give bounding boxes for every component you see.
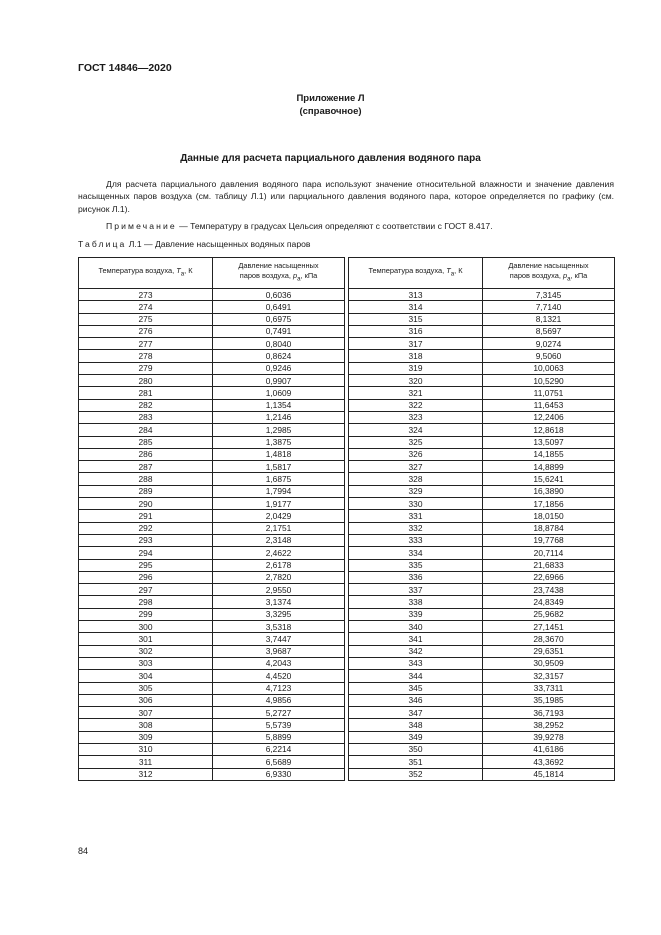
pressure-cell: 32,3157 [483,670,615,682]
temperature-cell: 351 [349,756,483,768]
pressure-cell: 24,8349 [483,596,615,608]
temperature-cell: 315 [349,313,483,325]
header-pressure-left: Давление насыщенных паров воздуха, $p_a$, кПа [213,258,345,289]
pressure-cell: 21,6833 [483,559,615,571]
table-row [79,657,615,669]
pressure-cell: 8,5697 [483,325,615,337]
temperature-cell: 285 [79,436,213,448]
temperature-cell: 327 [349,461,483,473]
temperature-cell: 283 [79,411,213,423]
pressure-cell: 0,6491 [213,301,345,313]
pressure-cell: 0,6975 [213,313,345,325]
temperature-cell: 343 [349,657,483,669]
table-row [79,596,615,608]
temperature-cell: 317 [349,338,483,350]
pressure-cell: 3,3295 [213,608,345,620]
pressure-cell: 0,7491 [213,325,345,337]
table-row [79,559,615,571]
pressure-cell: 15,6241 [483,473,615,485]
pressure-cell: 6,5689 [213,756,345,768]
temperature-cell: 333 [349,534,483,546]
pressure-cell: 1,2146 [213,411,345,423]
pressure-cell: 27,1451 [483,621,615,633]
temperature-cell: 339 [349,608,483,620]
pressure-cell: 11,6453 [483,399,615,411]
pressure-cell: 0,6036 [213,289,345,301]
pressure-cell: 28,3670 [483,633,615,645]
pressure-cell: 18,0150 [483,510,615,522]
pressure-cell: 20,7114 [483,547,615,559]
table-row [79,498,615,510]
temperature-cell: 337 [349,584,483,596]
temperature-cell: 294 [79,547,213,559]
temperature-cell: 331 [349,510,483,522]
pressure-cell: 13,5097 [483,436,615,448]
pressure-cell: 4,7123 [213,682,345,694]
temperature-cell: 344 [349,670,483,682]
pressure-cell: 38,2952 [483,719,615,731]
table-row [79,633,615,645]
pressure-cell: 1,1354 [213,399,345,411]
pressure-cell: 0,9907 [213,375,345,387]
table-row [79,534,615,546]
pressure-cell: 3,9687 [213,645,345,657]
temperature-cell: 306 [79,694,213,706]
temperature-cell: 287 [79,461,213,473]
pressure-cell: 5,8899 [213,731,345,743]
pressure-cell: 3,5318 [213,621,345,633]
pressure-cell: 5,2727 [213,707,345,719]
table-row [79,289,615,301]
pressure-cell: 14,8899 [483,461,615,473]
pressure-cell: 41,6186 [483,743,615,755]
temperature-cell: 274 [79,301,213,313]
temperature-cell: 342 [349,645,483,657]
pressure-cell: 9,0274 [483,338,615,350]
table-row [79,584,615,596]
header-temperature-right: Температура воздуха, $T_a$, К [349,258,483,289]
pressure-cell: 4,2043 [213,657,345,669]
section-heading: Данные для расчета парциального давления водяного пара [180,153,481,164]
pressure-cell: 0,8040 [213,338,345,350]
pressure-cell: 33,7311 [483,682,615,694]
temperature-cell: 302 [79,645,213,657]
temperature-cell: 303 [79,657,213,669]
pressure-cell: 7,3145 [483,289,615,301]
table-row [79,670,615,682]
temperature-cell: 330 [349,498,483,510]
temperature-cell: 352 [349,768,483,780]
temperature-cell: 284 [79,424,213,436]
table-row [79,522,615,534]
temperature-cell: 308 [79,719,213,731]
pressure-cell: 1,9177 [213,498,345,510]
temperature-cell: 349 [349,731,483,743]
temperature-cell: 295 [79,559,213,571]
pressure-cell: 8,1321 [483,313,615,325]
table-row [79,719,615,731]
temperature-cell: 300 [79,621,213,633]
temperature-cell: 293 [79,534,213,546]
table-row [79,301,615,313]
pressure-cell: 19,7768 [483,534,615,546]
table-caption [78,239,310,249]
table-row [79,461,615,473]
temperature-cell: 273 [79,289,213,301]
table-row [79,571,615,583]
table-header-row [79,258,615,289]
pressure-cell: 2,6178 [213,559,345,571]
note-text: — Температуру в градусах Цельсия определяют с соответствии с ГОСТ 8.417. [176,221,493,231]
pressure-cell: 11,0751 [483,387,615,399]
pressure-cell: 7,7140 [483,301,615,313]
pressure-cell: 17,1856 [483,498,615,510]
temperature-cell: 345 [349,682,483,694]
temperature-cell: 296 [79,571,213,583]
table-row [79,682,615,694]
pressure-cell: 25,9682 [483,608,615,620]
pressure-cell: 2,7820 [213,571,345,583]
table-row [79,399,615,411]
table-row [79,731,615,743]
table-row [79,387,615,399]
annex-title: Приложение Л [296,93,365,104]
temperature-cell: 299 [79,608,213,620]
pressure-cell: 0,9246 [213,362,345,374]
table-row [79,547,615,559]
temperature-cell: 312 [79,768,213,780]
pressure-cell: 23,7438 [483,584,615,596]
table-row [79,424,615,436]
table-caption-label: Таблица [78,239,127,249]
pressure-cell: 45,1814 [483,768,615,780]
temperature-cell: 298 [79,596,213,608]
table-caption-text: Л.1 — Давление насыщенных водяных паров [126,239,311,249]
table-row [79,375,615,387]
temperature-cell: 286 [79,448,213,460]
temperature-cell: 332 [349,522,483,534]
table-row [79,645,615,657]
temperature-cell: 316 [349,325,483,337]
annex-subtitle: (справочное) [299,106,362,117]
pressure-cell: 10,0063 [483,362,615,374]
table-row [79,313,615,325]
temperature-cell: 304 [79,670,213,682]
pressure-cell: 2,9550 [213,584,345,596]
temperature-cell: 338 [349,596,483,608]
table-row [79,338,615,350]
pressure-cell: 30,9509 [483,657,615,669]
temperature-cell: 336 [349,571,483,583]
pressure-cell: 0,8624 [213,350,345,362]
temperature-cell: 340 [349,621,483,633]
temperature-cell: 328 [349,473,483,485]
pressure-cell: 4,4520 [213,670,345,682]
temperature-cell: 279 [79,362,213,374]
pressure-cell: 16,3890 [483,485,615,497]
pressure-cell: 4,9856 [213,694,345,706]
table-row [79,448,615,460]
temperature-cell: 309 [79,731,213,743]
pressure-cell: 1,3875 [213,436,345,448]
temperature-cell: 341 [349,633,483,645]
annex-title-block [0,92,661,118]
pressure-cell: 29,6351 [483,645,615,657]
pressure-cell: 3,7447 [213,633,345,645]
pressure-cell: 10,5290 [483,375,615,387]
temperature-cell: 313 [349,289,483,301]
temperature-cell: 280 [79,375,213,387]
temperature-cell: 350 [349,743,483,755]
pressure-cell: 9,5060 [483,350,615,362]
pressure-cell: 43,3692 [483,756,615,768]
table-row [79,510,615,522]
temperature-cell: 324 [349,424,483,436]
pressure-cell: 5,5739 [213,719,345,731]
pressure-cell: 35,1985 [483,694,615,706]
temperature-cell: 289 [79,485,213,497]
table-row [79,473,615,485]
temperature-cell: 348 [349,719,483,731]
table-row [79,768,615,780]
note-label: Примечание [106,221,177,231]
pressure-cell: 18,8784 [483,522,615,534]
table-row [79,325,615,337]
temperature-cell: 276 [79,325,213,337]
temperature-cell: 318 [349,350,483,362]
temperature-cell: 301 [79,633,213,645]
temperature-cell: 282 [79,399,213,411]
temperature-cell: 314 [349,301,483,313]
temperature-cell: 281 [79,387,213,399]
temperature-cell: 307 [79,707,213,719]
table-row [79,707,615,719]
temperature-cell: 335 [349,559,483,571]
temperature-cell: 346 [349,694,483,706]
temperature-cell: 305 [79,682,213,694]
pressure-cell: 2,4622 [213,547,345,559]
pressure-cell: 14,1855 [483,448,615,460]
table-row [79,436,615,448]
table-header [79,258,615,289]
pressure-cell: 3,1374 [213,596,345,608]
temperature-cell: 325 [349,436,483,448]
pressure-cell: 1,7994 [213,485,345,497]
temperature-cell: 320 [349,375,483,387]
temperature-cell: 321 [349,387,483,399]
pressure-cell: 6,9330 [213,768,345,780]
pressure-cell: 2,0429 [213,510,345,522]
table-row [79,608,615,620]
intro-paragraph: Для расчета парциального давления водяного пара используют значение относительной влажности и значение давления насыщенных паров воздуха (см. таблицу Л.1) или парциального давления водяного пара, которое определяется по графику (см. рисунок Л.1). [78,179,614,214]
temperature-cell: 290 [79,498,213,510]
temperature-cell: 278 [79,350,213,362]
pressure-cell: 1,4818 [213,448,345,460]
pressure-cell: 12,2406 [483,411,615,423]
temperature-cell: 334 [349,547,483,559]
temperature-cell: 319 [349,362,483,374]
temperature-cell: 292 [79,522,213,534]
pressure-cell: 22,6966 [483,571,615,583]
header-temperature-left: Температура воздуха, $T_a$, К [79,258,213,289]
pressure-cell: 2,3148 [213,534,345,546]
table-row [79,411,615,423]
pressure-cell: 36,7193 [483,707,615,719]
table-row [79,694,615,706]
temperature-cell: 323 [349,411,483,423]
saturated-vapor-pressure-table [78,257,615,781]
table-row [79,743,615,755]
temperature-cell: 322 [349,399,483,411]
pressure-cell: 1,6875 [213,473,345,485]
table-row [79,756,615,768]
table-row [79,621,615,633]
temperature-cell: 288 [79,473,213,485]
pressure-cell: 1,5817 [213,461,345,473]
temperature-cell: 277 [79,338,213,350]
table-row [79,362,615,374]
table-row [79,350,615,362]
temperature-cell: 347 [349,707,483,719]
pressure-cell: 6,2214 [213,743,345,755]
pressure-cell: 39,9278 [483,731,615,743]
table-row [79,485,615,497]
note [106,221,493,231]
pressure-cell: 1,2985 [213,424,345,436]
temperature-cell: 329 [349,485,483,497]
temperature-cell: 275 [79,313,213,325]
page-number: 84 [78,846,89,856]
pressure-cell: 2,1751 [213,522,345,534]
temperature-cell: 310 [79,743,213,755]
document-code: ГОСТ 14846—2020 [78,62,172,74]
temperature-cell: 297 [79,584,213,596]
pressure-cell: 12,8618 [483,424,615,436]
pressure-cell: 1,0609 [213,387,345,399]
temperature-cell: 291 [79,510,213,522]
header-pressure-right: Давление насыщенных паров воздуха, $p_a$, кПа [483,258,615,289]
temperature-cell: 326 [349,448,483,460]
temperature-cell: 311 [79,756,213,768]
table-body [79,289,615,781]
